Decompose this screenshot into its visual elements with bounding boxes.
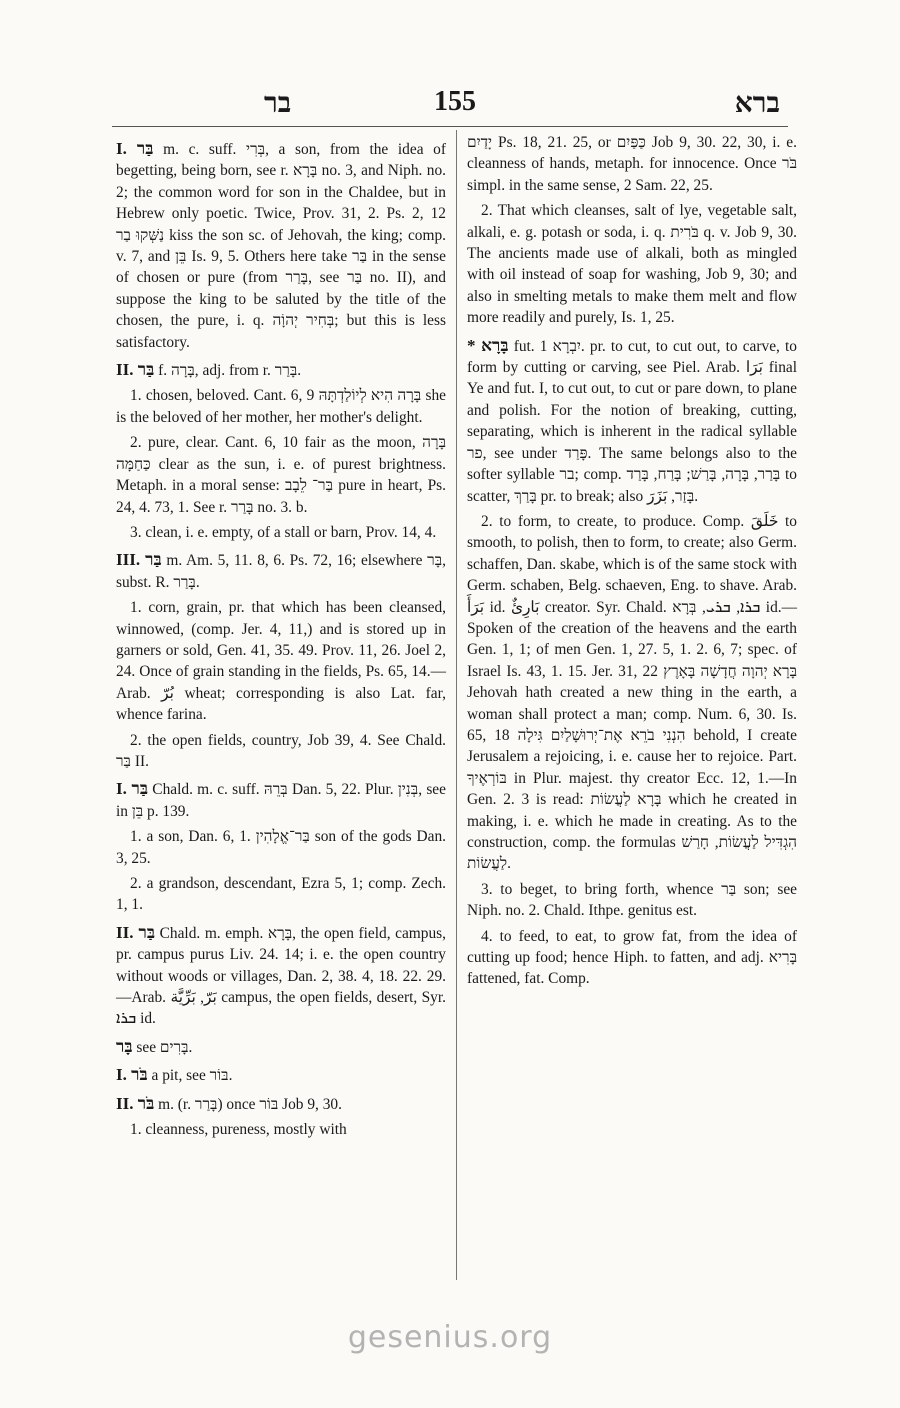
sense-paragraph: יָדַיִם Ps. 18, 21. 25, or כַּפַּיִם Job 9, 30. 22, 30, i. e. cleanness of hands, metaph. for innocence. Once בֹּר simpl. in the same sense, 2 Sam. 22, 25. [467, 134, 797, 194]
dictionary-entry [116, 138, 446, 353]
site-watermark: gesenius.org [347, 1320, 553, 1355]
sense-paragraph: 1. cleanness, pureness, mostly with [130, 1121, 347, 1139]
sense-paragraph: 4. to feed, to eat, to grow fat, from the idea of cutting up food; hence Hiph. to fatten, and adj. בָּרִיא fattened, fat. Comp. [467, 927, 797, 988]
entry-text: fut. יִבְרָא 1. pr. to cut, to cut out, to carve, to form by cutting or carving, see Piel. Arab. بَرَا final Ye and fut. I, to cut out, to cut or pare down, to plane and polish. For the notion of breaking, cutting, separating, which is inherent in the radical syllable פר, see under פָּרַד. The same belongs also to the softer syllable בר; comp. בָּרַר, בָּרָה, בָּרַשׁ; בָּרַח, בָּרַד to scatter, בָּרַךְ pr. to break; also בָּזַר, بَزَرَ. [467, 337, 797, 505]
entry-text: Chald. m. emph. בָּרָא, the open field, campus, pr. campus purus Liv. 24. 14; i. e. the open country without woods or villages, Dan. 2, 38. 4, 18. 22. 29.—Arab. بَرّ, بَرِّيَّة campus, the open fields, desert, Syr. ܒܪܐ id. [116, 924, 446, 1028]
dictionary-entry [467, 335, 797, 507]
sense-paragraph: 2. That which cleanses, salt of lye, vegetable salt, alkali, e. g. potash or soda, i. q. בֹּרִית q. v. Job 9, 30. The ancients made use of alkali, both as mingled with oil instead of soap for washing, Job 9, 30; and also in smelting metals to make them melt and flow more readily and purely, Is. 1, 25. [467, 202, 797, 327]
dictionary-entry [116, 1064, 446, 1086]
entry-headword: בָּר [116, 1036, 133, 1056]
entry-text: see בָּרִים. [132, 1038, 193, 1056]
entry-text: m. Am. 5, 11. 8, 6. Ps. 72, 16; elsewhere בָּר, subst. R. בָּרַר. [116, 552, 446, 591]
header-rule [112, 126, 788, 127]
sense-paragraph: 1. a son, Dan. 6, 1. בַּר־אֱלָהִין son of the gods Dan. 3, 25. [116, 828, 446, 867]
entry-headword: * בָּרָא [467, 335, 509, 355]
entry-headword: II. בַּר [116, 922, 156, 942]
sense-paragraph: 2. the open fields, country, Job 39, 4. See Chald. בַּר II. [116, 731, 446, 770]
sense-paragraph: 3. to beget, to bring forth, whence בַּר son; see Niph. no. 2. Chald. Ithpe. genitus est. [467, 880, 797, 920]
dictionary-entry [116, 549, 446, 593]
sense-paragraph: 1. corn, grain, pr. that which has been cleansed, winnowed, (comp. Jer. 4, 11,) and is stored up in garners or sold, Gen. 41, 35. 49. Prov. 11, 26. Joel 2, 24. Once of grain standing in the fields, Ps. 65, 14.—Arab. بُرّ wheat; corresponding is also Lat. far, whence farina. [116, 599, 446, 724]
page-number: 155 [434, 86, 476, 117]
dictionary-entry [116, 359, 446, 381]
left-column [116, 132, 446, 1144]
running-header [112, 86, 788, 126]
entry-headword: I. בַּר [116, 779, 149, 799]
sense-paragraph: 2. pure, clear. Cant. 6, 10 fair as the moon, בָּרָה כַּחַמָּה clear as the sun, i. e. of purest brightness. Metaph. in a moral sense: בַּר־ לֵבָב pure in heart, Ps. 24, 4. 73, 1. See r. בָּרַר no. 3. b. [116, 434, 446, 516]
header-right-word: ברא [734, 88, 780, 119]
entry-headword: II. בַּר [116, 360, 155, 380]
entry-headword: III. בַּר [116, 550, 162, 570]
sense-paragraph: 3. clean, i. e. empty, of a stall or barn, Prov. 14, 4. [130, 523, 437, 541]
header-left-word: בר [264, 88, 292, 119]
entry-text: Chald. m. c. suff. בְּרֵהּ Dan. 5, 22. Plur. בְּנִין, see in בֵּן p. 139. [116, 781, 446, 820]
entry-headword: I. בֹּר [116, 1065, 148, 1085]
dictionary-entry [116, 922, 446, 1030]
entry-text: f. בָּרָה, adj. from r. בָּרַר. [154, 362, 302, 380]
entry-text: a pit, see בּוֹר. [147, 1067, 233, 1085]
sense-paragraph: 1. chosen, beloved. Cant. 6, 9 בָּרָה הִיא לְיוֹלַדְתָּהּ she is the beloved of her mother, her mother's delight. [116, 387, 446, 426]
entry-headword: II. בֹּר [116, 1093, 155, 1113]
sense-paragraph: 2. a grandson, descendant, Ezra 5, 1; comp. Zech. 1, 1. [116, 875, 446, 914]
dictionary-entry [116, 1036, 446, 1058]
dictionary-entry [116, 778, 446, 822]
entry-text: m. c. suff. בְּרִי, a son, from the idea of begetting, being born, see r. בָּרָא no. 3, and Niph. no. 2; the common word for son in the Chaldee, but in Hebrew only poetic. Twice, Prov. 31, 2. Ps. 2, 12 נַשְּׁקוּ בַר kiss the son sc. of Jehovah, the king; comp. v. 7, and בֵּן Is. 9, 5. Others here take בַּר in the sense of chosen or pure (from בָּרַר, see בַּר no. II), and suppose the king to be saluted by the title of the chosen, the pure, i. q. בְּחִיר יְהוָֹה; but this is less satisfactory. [116, 141, 446, 351]
right-column [467, 132, 797, 994]
dictionary-entry [116, 1093, 446, 1115]
entry-text: m. (r. בָּרַר) once בּוֹר Job 9, 30. [154, 1095, 342, 1113]
sense-paragraph: 2. to form, to create, to produce. Comp. خَلَقَ to smooth, to polish, then to form, to create; also Germ. schaffen, Dan. skabe, which is of the same stock with Germ. schaben, Belg. schaeven, Eng. to shave. Arab. بَرَأَ id. بَارِئٌ creator. Syr. Chald. ܒܪܐ, ܒܪܝ, בְּרָא id.—Spoken of the creation of the heavens and the earth Gen. 1, 1; of men Gen. 1, 27. 5, 1. 2. 6, 7; spec. of Israel Is. 43, 1. 15. Jer. 31, 22 בָּרָא יְהוָה חֲדָשָׁה בָּאָרֶץ Jehovah hath created a new thing in the earth, a woman shall protect a man; comp. Num. 6, 30. Is. 65, 18 הִנְנִי בֹרֵא אֶת־יְרוּשָׁלַיִם גִּילָה behold, I create Jerusalem a rejoicing, i. e. cause her to rejoice. Part. בּוֹרְאֶיךָ in Plur. majest. thy creator Ecc. 12, 1.—In Gen. 2. 3 is read: בָּרָא לַעֲשׂוֹת which he created in making, i. e. which he made in creating. As to the construction, comp. the formulas הִגְדִּיל לַעֲשׂוֹת, חָרַשׁ לַעֲשׂוֹת. [467, 512, 798, 873]
entry-headword: I. בַּר [116, 139, 154, 158]
column-divider [456, 130, 457, 1280]
